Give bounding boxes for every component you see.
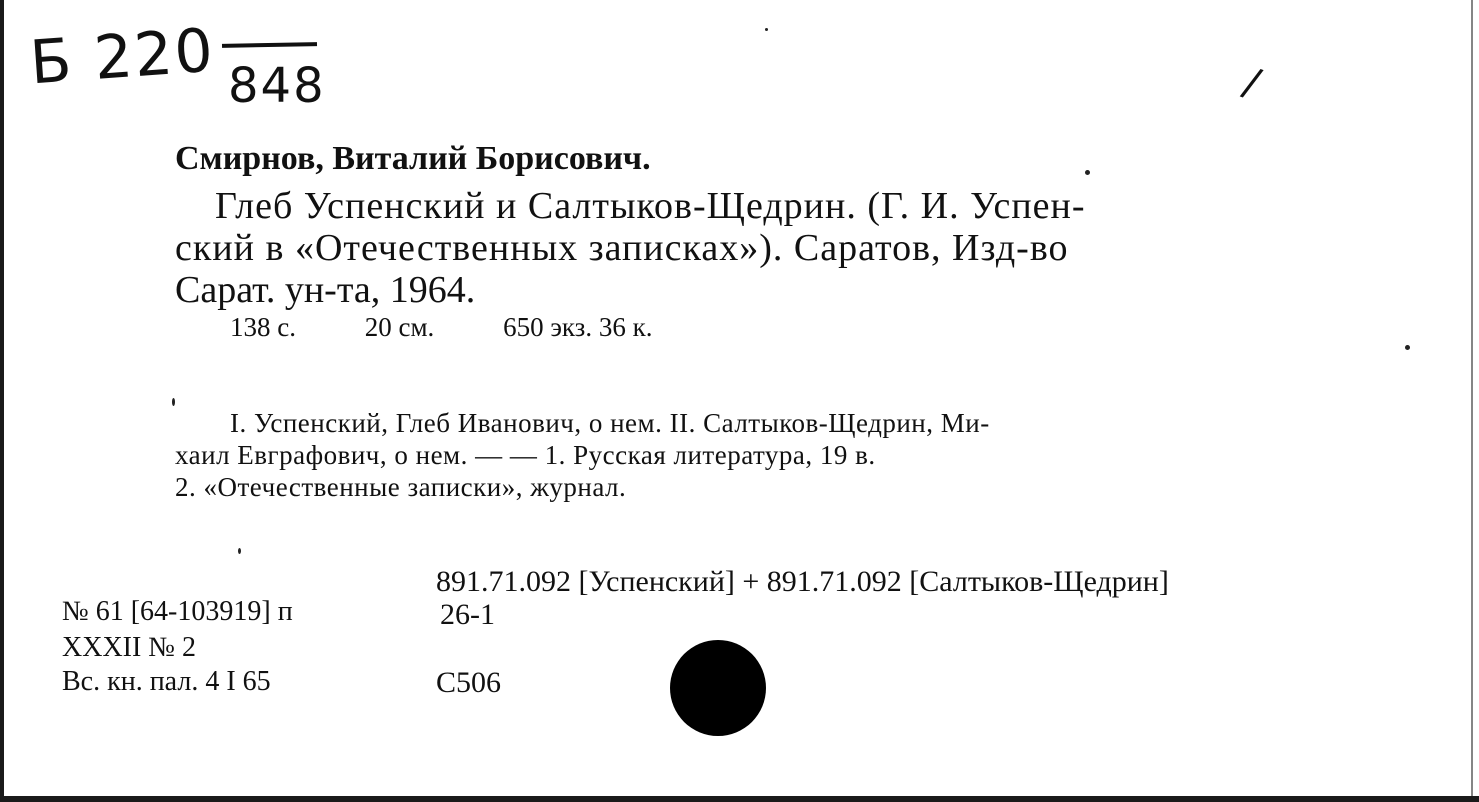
title-line-1: Глеб Успенский и Салтыков-Щедрин. (Г. И. Успен- [215,185,1086,227]
ink-speck [1085,170,1090,175]
subject-line-3: 2. «Отечественные записки», журнал. [175,472,627,502]
call-number-bottom: 848 [228,58,326,114]
collation-pages: 138 с. [230,312,296,342]
card-right-edge [1471,0,1473,796]
title-line-3: Сарат. ун-та, 1964. [175,269,476,311]
author-mark: С506 [436,666,502,699]
book-chamber-stamp: Вс. кн. пал. 4 I 65 [62,666,271,697]
ink-speck [765,28,768,31]
subject-line-1: I. Успенский, Глеб Иванович, о нем. II. Салтыков-Щедрин, Ми- [230,408,990,438]
class-code: 26-1 [440,598,495,631]
ink-speck [172,398,175,406]
title-line-2: ский в «Отечественных записках»). Саратов, Изд-во [175,227,1069,269]
udc-classification: 891.71.092 [Успенский] + 891.71.092 [Салтыков-Щедрин] [436,565,1169,598]
call-number-fraction-bar [222,42,317,48]
card-left-edge [0,0,4,802]
collation-print-run: 650 экз. 36 к. [503,312,653,342]
ink-speck [1405,345,1410,350]
pencil-tick-mark: / [1237,59,1266,107]
collation [230,312,714,343]
ink-speck [238,548,241,554]
collation-size: 20 см. [364,312,435,342]
subject-line-2: хаил Евграфович, о нем. — — 1. Русская литература, 19 в. [175,440,876,470]
card-bottom-edge [0,796,1479,802]
call-number-top: Б 220 [27,15,217,99]
card-punch-hole [670,640,766,736]
card-number: № 61 [64-103919] п [62,596,293,627]
author-heading: Смирнов, Виталий Борисович. [175,140,651,177]
series-number: XXXII № 2 [62,632,197,663]
